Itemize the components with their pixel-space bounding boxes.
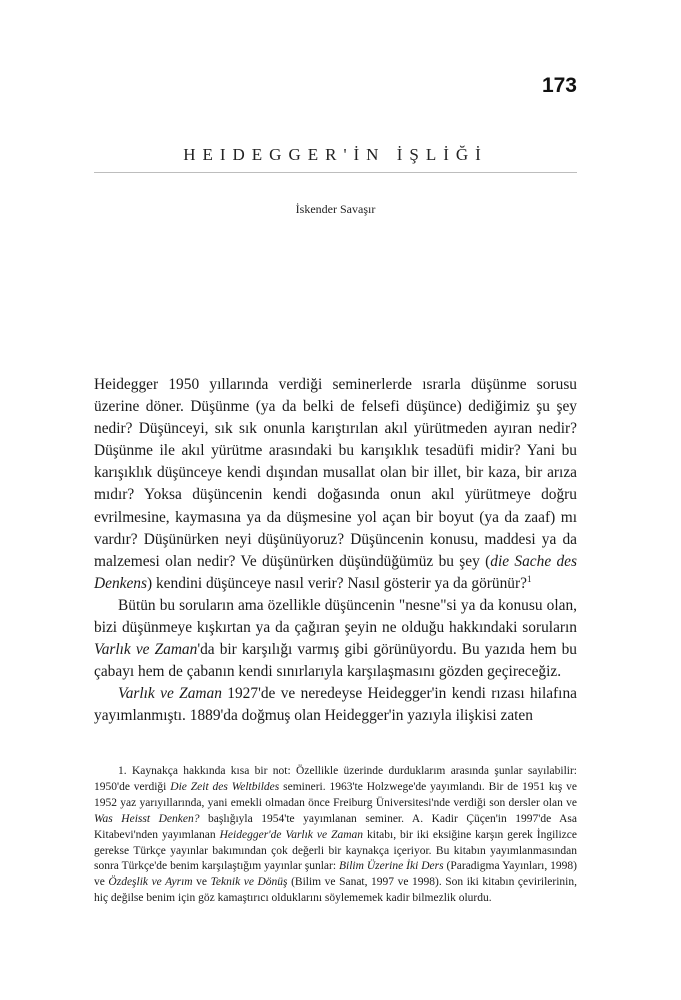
footnote-text-7: (Bilim ve Sanat, 1997 ve 1998). Son iki kitabın çevirilerinin, hiç değilse benim için göz kamaştırıcı olduklarını söylememek kadir bilmezlik olurdu. [94, 876, 577, 905]
paragraph-2-text-b: 'da bir karşılığı varmış gibi görünüyordu. Bu yazıda hem bu çabayı hem de çabanın kendi sınırlarıyla karşılaşmasını gözden geçireceğiz. [94, 641, 577, 681]
paragraph-3-italic: Varlık ve Zaman [118, 685, 222, 703]
footnote-text-5: (Paradigma Yayınları, 1998) ve [94, 860, 577, 889]
footnote-italic-2: Was Heisst Denken? [94, 812, 200, 825]
footnote-marker[interactable]: 1 [526, 573, 532, 584]
footnote-text-1: 1. Kaynakça hakkında kısa bir not: Özellikle üzerinde durduklarım arasında şunlar sayılabilir: 1950'de verdiği [94, 765, 577, 793]
footnote [94, 764, 577, 907]
footnote-text-2: semineri. 1963'te Holzwege'de yayımlandı. Bir de 1951 kış ve 1952 yaz yarıyıllarında, yani emekli olmadan önce Freiburg Üniversitesi'nde verdiği son dersler olan ve [94, 780, 577, 809]
footnote-text-3: başlığıyla 1954'te yayımlanan seminer. A. Kadir Çüçen'in 1997'de Asa Kitabevi'nden yayımlanan [94, 812, 577, 841]
paragraph-1-text-b: ) kendini düşünceye nasıl verir? Nasıl gösterir ya da görünür? [147, 574, 527, 592]
paragraph-1-text-a: Heidegger 1950 yıllarında verdiği seminerlerde ısrarla düşünme sorusu üzerine döner. Düşünme (ya da belki de felsefi düşünce) dediğimiz şu şey nedir? Düşünceyi, sık sık onunla karıştırılan akıl yürütmeden ayıran nedir? Düşünme ile akıl yürütme arasındaki bu karışıklık tesadüfi midir? Yani bu karışıklık düşünceye kendi dışından musallat olan bir illet, bir kaza, bir arıza mıdır? Yoksa düşüncenin kendi doğasında onun akıl yürütmeye doğru evrilmesine, kaymasına ya da düşmesine yol açan bir boyut (ya da zaaf) mı vardır? Düşünürken neyi düşünüyoruz? Düşüncenin konusu, maddesi ya da malzemesi olan nedir? Ve düşünürken düşündüğümüz bu şey ( [94, 376, 577, 570]
footnote-italic-6: Teknik ve Dönüş [210, 876, 288, 889]
paragraph-3-text: 1927'de ve neredeyse Heidegger'in kendi rızası hilafına yayımlanmıştı. 1889'da doğmuş olan Heidegger'in yazıyla ilişkisi zaten [94, 685, 577, 725]
footnote-text-4: kitabı, bir iki eksiğine karşın gerek İngilizce gerekse Türkçe yayınlar bakımından çok değerli bir kaynakça içeriyor. Bu kitabın yayımlanmasından sonra Türkçe'de benim karşılaştığım yayınlar şunlar: [94, 828, 577, 873]
footnote-italic-1: Die Zeit des Weltbildes [170, 780, 280, 793]
paragraph-3 [94, 683, 577, 727]
paragraph-2-italic: Varlık ve Zaman [94, 641, 198, 659]
paragraph-1-italic: die Sache des Denkens [94, 552, 577, 592]
title-divider [94, 172, 577, 173]
chapter-title: HEIDEGGER'İN İŞLİĞİ [183, 145, 488, 164]
footnote-text-6: ve [192, 876, 211, 889]
footnote-italic-5: Özdeşlik ve Ayrım [108, 876, 193, 889]
body-text [94, 374, 577, 728]
paragraph-1 [94, 374, 577, 595]
paragraph-2 [94, 595, 577, 683]
paragraph-2-text-a: Bütün bu soruların ama özellikle düşüncenin "nesne"si ya da konusu olan, bizi düşünmeye kışkırtan ya da çağıran şeyin ne olduğu hakkındaki soruların [94, 596, 577, 637]
footnote-italic-3: Heidegger'de Varlık ve Zaman [219, 828, 364, 841]
footnote-1 [94, 764, 577, 907]
footnote-italic-4: Bilim Üzerine İki Ders [338, 860, 444, 873]
author-name: İskender Savaşır [295, 202, 376, 216]
page-number: 173 [541, 74, 577, 97]
